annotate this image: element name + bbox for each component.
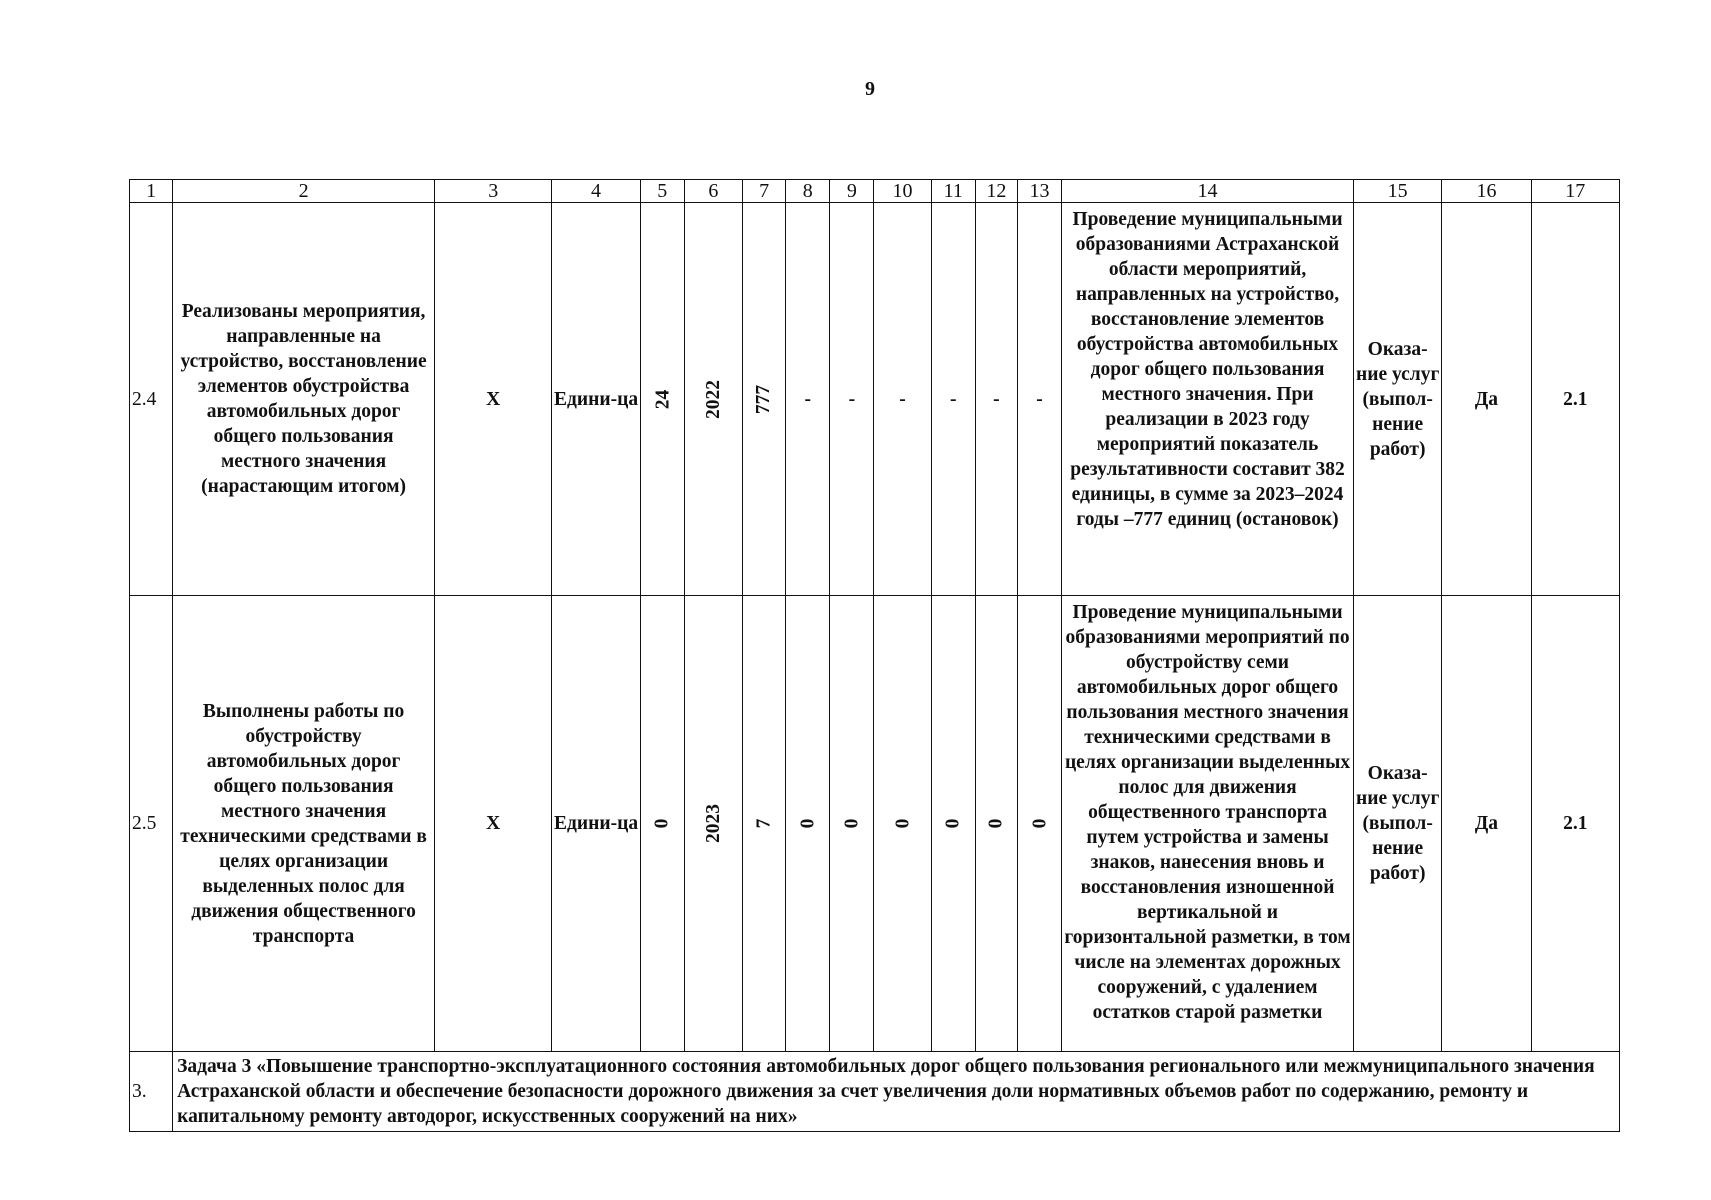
header-col-10: 10 bbox=[874, 180, 931, 203]
cell-col-13 bbox=[1017, 596, 1061, 1052]
cell-col-9 bbox=[830, 596, 874, 1052]
cell-col-3: Х bbox=[435, 203, 552, 596]
table-row bbox=[130, 203, 1620, 596]
value-col-13: 0 bbox=[1028, 818, 1050, 829]
value-col-8: 0 bbox=[797, 818, 819, 829]
cell-col-7 bbox=[743, 596, 786, 1052]
value-col-12: 0 bbox=[985, 818, 1007, 829]
header-col-1: 1 bbox=[130, 180, 173, 203]
value-col-13: - bbox=[1017, 203, 1061, 596]
header-col-13: 13 bbox=[1017, 180, 1061, 203]
header-col-16: 16 bbox=[1442, 180, 1531, 203]
value-col-7: 777 bbox=[753, 384, 775, 414]
task-number: 3. bbox=[130, 1052, 173, 1132]
base-year: 2022 bbox=[702, 379, 724, 419]
cell-col-16: Да bbox=[1442, 596, 1531, 1052]
header-col-15: 15 bbox=[1354, 180, 1442, 203]
description-cell: Проведение муниципальными образованиями мероприятий по обустройству семи автомобильных дорог общего пользования местного значения техническими средствами в целях организации выделенных полос для движения общественного транспорта путем устройства и замены знаков, нанесения вновь и восстановления изношенной вертикальной и горизонтальной разметки, в том числе на элементах дорожных сооружений, с удалением остатков старой разметки bbox=[1062, 596, 1354, 1052]
header-col-9: 9 bbox=[830, 180, 874, 203]
task-row bbox=[130, 1052, 1620, 1132]
header-col-2: 2 bbox=[173, 180, 435, 203]
base-value: 24 bbox=[651, 389, 673, 409]
cell-col-3: Х bbox=[435, 596, 552, 1052]
header-col-11: 11 bbox=[931, 180, 975, 203]
header-col-12: 12 bbox=[975, 180, 1017, 203]
header-row bbox=[130, 180, 1620, 203]
value-col-11: 0 bbox=[942, 818, 964, 829]
cell-col-6 bbox=[684, 203, 742, 596]
header-col-8: 8 bbox=[786, 180, 830, 203]
base-value: 0 bbox=[651, 818, 673, 829]
value-col-11: - bbox=[931, 203, 975, 596]
header-col-5: 5 bbox=[640, 180, 684, 203]
cell-col-10 bbox=[874, 596, 931, 1052]
header-col-3: 3 bbox=[435, 180, 552, 203]
value-col-9: 0 bbox=[841, 818, 863, 829]
unit-cell: Едини-ца bbox=[552, 203, 640, 596]
cell-col-8 bbox=[786, 596, 830, 1052]
header-col-17: 17 bbox=[1531, 180, 1619, 203]
value-col-10: 0 bbox=[892, 818, 914, 829]
indicators-table bbox=[129, 179, 1620, 1132]
service-type-cell: Оказа-ние услуг (выпол-нение работ) bbox=[1354, 596, 1442, 1052]
value-col-12: - bbox=[975, 203, 1017, 596]
row-number: 2.4 bbox=[130, 203, 173, 596]
value-col-10: - bbox=[874, 203, 931, 596]
page-number: 9 bbox=[865, 78, 875, 100]
cell-col-17: 2.1 bbox=[1531, 596, 1619, 1052]
cell-col-16: Да bbox=[1442, 203, 1531, 596]
cell-col-12 bbox=[975, 596, 1017, 1052]
table-row bbox=[130, 596, 1620, 1052]
base-year: 2023 bbox=[702, 804, 724, 843]
indicator-name: Выполнены работы по обустройству автомобильных дорог общего пользования местного значения техническими средствами в целях организации выделенных полос для движения общественного транспорта bbox=[173, 596, 435, 1052]
header-col-14: 14 bbox=[1062, 180, 1354, 203]
task-description: Задача 3 «Повышение транспортно-эксплуатационного состояния автомобильных дорог общего пользования регионального или межмуниципального значения Астраханской области и обеспечение безопасности дорожного движения за счет увеличения доли нормативных объемов работ по содержанию, ремонту и капитальному ремонту автодорог, искусственных сооружений на них» bbox=[173, 1052, 1620, 1132]
service-type-cell: Оказа-ние услуг (выпол-нение работ) bbox=[1354, 203, 1442, 596]
description-cell: Проведение муниципальными образованиями Астраханской области мероприятий, направленных на устройство, восстановление элементов обустройства автомобильных дорог общего пользования местного значения. При реализации в 2023 году мероприятий показатель результативности составит 382 единицы, в сумме за 2023–2024 годы –777 единиц (остановок) bbox=[1062, 203, 1354, 596]
cell-col-7 bbox=[743, 203, 786, 596]
cell-col-11 bbox=[931, 596, 975, 1052]
value-col-8: - bbox=[786, 203, 830, 596]
header-col-4: 4 bbox=[552, 180, 640, 203]
header-col-6: 6 bbox=[684, 180, 742, 203]
header-col-7: 7 bbox=[743, 180, 786, 203]
cell-col-6 bbox=[684, 596, 742, 1052]
cell-col-5 bbox=[640, 596, 684, 1052]
cell-col-5 bbox=[640, 203, 684, 596]
unit-cell: Едини-ца bbox=[552, 596, 640, 1052]
cell-col-17: 2.1 bbox=[1531, 203, 1619, 596]
value-col-9: - bbox=[830, 203, 874, 596]
indicator-name: Реализованы мероприятия, направленные на устройство, восстановление элементов обустройства автомобильных дорог общего пользования местного значения (нарастающим итогом) bbox=[173, 203, 435, 596]
row-number: 2.5 bbox=[130, 596, 173, 1052]
value-col-7: 7 bbox=[753, 818, 775, 829]
